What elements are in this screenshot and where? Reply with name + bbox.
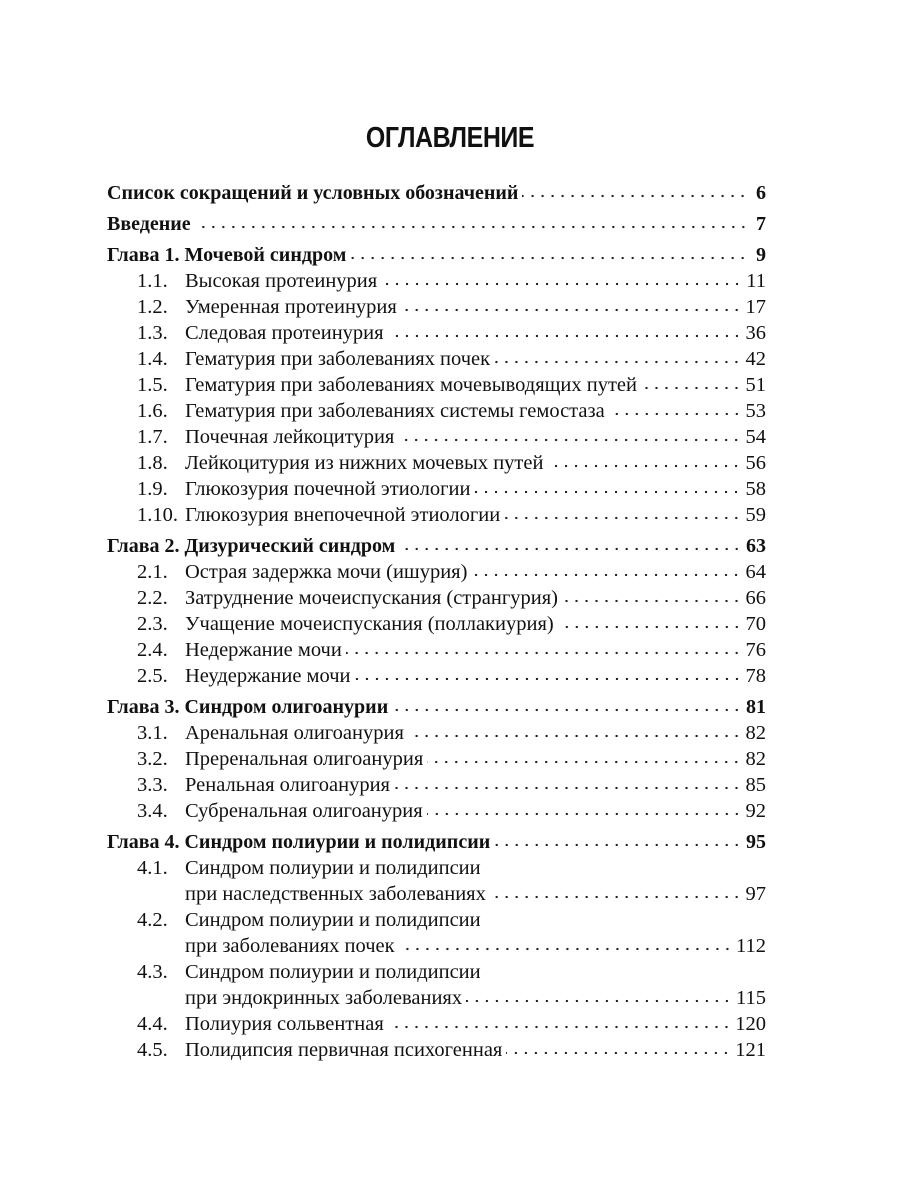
toc-page-number: 97 — [745, 883, 766, 905]
toc-section-entry[interactable] — [107, 933, 766, 959]
toc-section-entry[interactable] — [107, 611, 766, 637]
toc-entry-title: Затруднение мочеиспускания (странгурия) — [185, 587, 558, 609]
toc-section-entry[interactable] — [107, 502, 766, 528]
dot-leader — [399, 546, 742, 552]
toc-section-number: 1.8. — [137, 452, 168, 474]
toc-section-number: 1.1. — [137, 270, 168, 292]
toc-page-number: 42 — [745, 348, 766, 370]
toc-page-number: 120 — [735, 1013, 766, 1035]
toc-page-number: 76 — [745, 639, 766, 661]
toc-entry-title: при заболеваниях почек — [185, 935, 395, 957]
toc-entry-title: Список сокращений и условных обозначений — [107, 182, 519, 204]
toc-section-entry[interactable] — [107, 663, 766, 689]
toc-page-number: 63 — [746, 535, 766, 557]
toc-section-number: 3.1. — [137, 722, 168, 744]
toc-section-number: 1.7. — [137, 426, 168, 448]
toc-section-entry[interactable] — [107, 585, 766, 611]
dot-leader — [427, 811, 742, 817]
toc-page-number: 95 — [746, 831, 766, 853]
toc-page-number: 81 — [746, 696, 766, 718]
toc-page-number: 59 — [745, 504, 766, 526]
dot-leader — [522, 193, 748, 199]
toc-entry-title: Недержание мочи — [185, 639, 342, 661]
toc-section-entry[interactable] — [107, 268, 766, 294]
dot-leader — [399, 946, 732, 952]
toc-section-number: 1.4. — [137, 348, 168, 370]
toc-entry-title: Лейкоцитурия из нижних мочевых путей — [185, 452, 544, 474]
toc-entry-title: при эндокринных заболеваниях — [185, 987, 463, 1009]
toc-section-number: 1.2. — [137, 296, 168, 318]
dot-leader — [609, 411, 742, 417]
toc-section-entry-first-line[interactable] — [107, 959, 766, 985]
toc-entry-title: Субренальная олигоанурия — [185, 800, 423, 822]
dot-leader — [355, 676, 742, 682]
toc-page-number: 64 — [745, 561, 766, 583]
toc-chapter-entry[interactable] — [107, 694, 766, 720]
toc-page-number: 11 — [746, 270, 766, 292]
dot-leader — [466, 998, 732, 1004]
toc-entry-title: Введение — [107, 213, 191, 235]
dot-leader — [504, 515, 741, 521]
toc-entry-title: Гематурия при заболеваниях почек — [185, 348, 491, 370]
toc-entry-title: Острая задержка мочи (ишурия) — [185, 561, 468, 583]
toc-chapter-entry[interactable] — [107, 533, 766, 559]
toc-page-number: 53 — [745, 400, 766, 422]
toc-chapter-entry[interactable] — [107, 829, 766, 855]
toc-entry-title: Глава 2. Дизурический синдром — [107, 535, 396, 557]
dot-leader — [408, 733, 742, 739]
toc-section-number: 1.10. — [137, 504, 178, 526]
dot-leader — [494, 359, 741, 365]
toc-section-entry[interactable] — [107, 798, 766, 824]
toc-section-entry[interactable] — [107, 450, 766, 476]
toc-section-entry-first-line[interactable] — [107, 855, 766, 881]
toc-entry-title: Ренальная олигоанурия — [185, 774, 390, 796]
toc-section-number: 4.2. — [137, 909, 168, 931]
toc-page-number: 54 — [745, 426, 766, 448]
toc-chapter-entry[interactable] — [107, 211, 766, 237]
toc-entry-title: Умеренная протеинурия — [185, 296, 397, 318]
toc-section-number: 2.4. — [137, 639, 168, 661]
dot-leader — [471, 572, 741, 578]
toc-chapter-entry[interactable] — [107, 242, 766, 268]
dot-leader — [350, 255, 748, 261]
toc-section-entry[interactable] — [107, 720, 766, 746]
toc-page-number: 17 — [745, 296, 766, 318]
toc-section-number: 4.3. — [137, 961, 168, 983]
toc-section-number: 4.5. — [137, 1039, 168, 1061]
toc-section-entry[interactable] — [107, 1011, 766, 1037]
toc-section-number: 1.5. — [137, 374, 168, 396]
toc-section-number: 3.2. — [137, 748, 168, 770]
toc-entry-title: Синдром полиурии и полидипсии — [185, 909, 481, 931]
table-of-contents — [107, 180, 766, 1063]
toc-section-entry[interactable] — [107, 559, 766, 585]
toc-entry-title: Глюкозурия почечной этиологии — [185, 478, 471, 500]
toc-page-number: 7 — [756, 213, 766, 235]
toc-page-number: 112 — [736, 935, 766, 957]
toc-page-number: 82 — [745, 748, 766, 770]
toc-section-number: 1.9. — [137, 478, 168, 500]
toc-section-entry[interactable] — [107, 1037, 766, 1063]
dot-leader — [562, 598, 742, 604]
dot-leader — [641, 385, 741, 391]
toc-page-number: 82 — [745, 722, 766, 744]
toc-page-number: 70 — [745, 613, 766, 635]
toc-entry-title: Полиурия сольвентная — [185, 1013, 384, 1035]
toc-entry-title: Полидипсия первичная психогенная — [185, 1039, 503, 1061]
toc-entry-title: Неудержание мочи — [185, 665, 351, 687]
toc-entry-title: Глава 4. Синдром полиурии и полидипсии — [107, 831, 491, 853]
toc-entry-title: Аренальная олигоанурия — [185, 722, 404, 744]
toc-entry-title: Синдром полиурии и полидипсии — [185, 961, 481, 983]
dot-leader — [474, 489, 741, 495]
toc-page-number: 115 — [736, 987, 766, 1009]
toc-page-number: 6 — [756, 182, 766, 204]
dot-leader — [392, 707, 742, 713]
dot-leader — [398, 437, 741, 443]
dot-leader — [427, 759, 741, 765]
dot-leader — [388, 1024, 731, 1030]
toc-page-number: 36 — [745, 322, 766, 344]
toc-chapter-entry[interactable] — [107, 180, 766, 206]
toc-section-number: 1.6. — [137, 400, 168, 422]
toc-entry-title: Почечная лейкоцитурия — [185, 426, 395, 448]
dot-leader — [490, 894, 742, 900]
toc-page-number: 51 — [745, 374, 766, 396]
toc-section-entry[interactable] — [107, 424, 766, 450]
toc-page-number: 85 — [745, 774, 766, 796]
toc-section-number: 2.2. — [137, 587, 168, 609]
toc-entry-title: Гематурия при заболеваниях системы гемостаза — [185, 400, 605, 422]
toc-section-entry[interactable] — [107, 346, 766, 372]
dot-leader — [506, 1050, 731, 1056]
toc-page-number: 9 — [756, 244, 766, 266]
dot-leader — [494, 842, 742, 848]
toc-page-number: 121 — [735, 1039, 766, 1061]
toc-section-entry[interactable] — [107, 985, 766, 1011]
toc-section-number: 2.1. — [137, 561, 168, 583]
dot-leader — [381, 281, 742, 287]
toc-section-number: 2.3. — [137, 613, 168, 635]
toc-entry-title: Следовая протеинурия — [185, 322, 384, 344]
dot-leader — [547, 463, 741, 469]
toc-section-entry[interactable] — [107, 476, 766, 502]
toc-page-number: 78 — [745, 665, 766, 687]
dot-leader — [401, 307, 742, 313]
toc-section-entry[interactable] — [107, 372, 766, 398]
page-title: ОГЛАВЛЕНИЕ — [365, 122, 535, 154]
toc-section-number: 2.5. — [137, 665, 168, 687]
toc-section-entry-first-line[interactable] — [107, 907, 766, 933]
toc-section-entry[interactable] — [107, 320, 766, 346]
toc-entry-title: при наследственных заболеваниях — [185, 883, 486, 905]
toc-section-number: 4.1. — [137, 857, 168, 879]
toc-entry-title: Глава 3. Синдром олигоанурии — [107, 696, 389, 718]
toc-entry-title: Учащение мочеиспускания (поллакиурия) — [185, 613, 554, 635]
toc-section-number: 4.4. — [137, 1013, 168, 1035]
toc-section-entry[interactable] — [107, 294, 766, 320]
toc-section-entry[interactable] — [107, 881, 766, 907]
toc-section-number: 3.4. — [137, 800, 168, 822]
toc-entry-title: Гематурия при заболеваниях мочевыводящих путей — [185, 374, 638, 396]
dot-leader — [558, 624, 742, 630]
toc-section-entry[interactable] — [107, 772, 766, 798]
toc-section-number: 3.3. — [137, 774, 168, 796]
toc-section-number: 1.3. — [137, 322, 168, 344]
dot-leader — [195, 224, 748, 230]
toc-entry-title: Глюкозурия внепочечной этиологии — [185, 504, 501, 526]
toc-entry-title: Синдром полиурии и полидипсии — [185, 857, 481, 879]
toc-section-entry[interactable] — [107, 398, 766, 424]
toc-page-number: 66 — [745, 587, 766, 609]
toc-page-number: 56 — [745, 452, 766, 474]
toc-section-entry[interactable] — [107, 746, 766, 772]
toc-section-entry[interactable] — [107, 637, 766, 663]
toc-page-number: 58 — [745, 478, 766, 500]
dot-leader — [394, 785, 742, 791]
toc-page-number: 92 — [745, 800, 766, 822]
dot-leader — [388, 333, 742, 339]
toc-entry-title: Высокая протеинурия — [185, 270, 378, 292]
toc-entry-title: Глава 1. Мочевой синдром — [107, 244, 347, 266]
toc-entry-title: Преренальная олигоанурия — [185, 748, 424, 770]
dot-leader — [346, 650, 742, 656]
